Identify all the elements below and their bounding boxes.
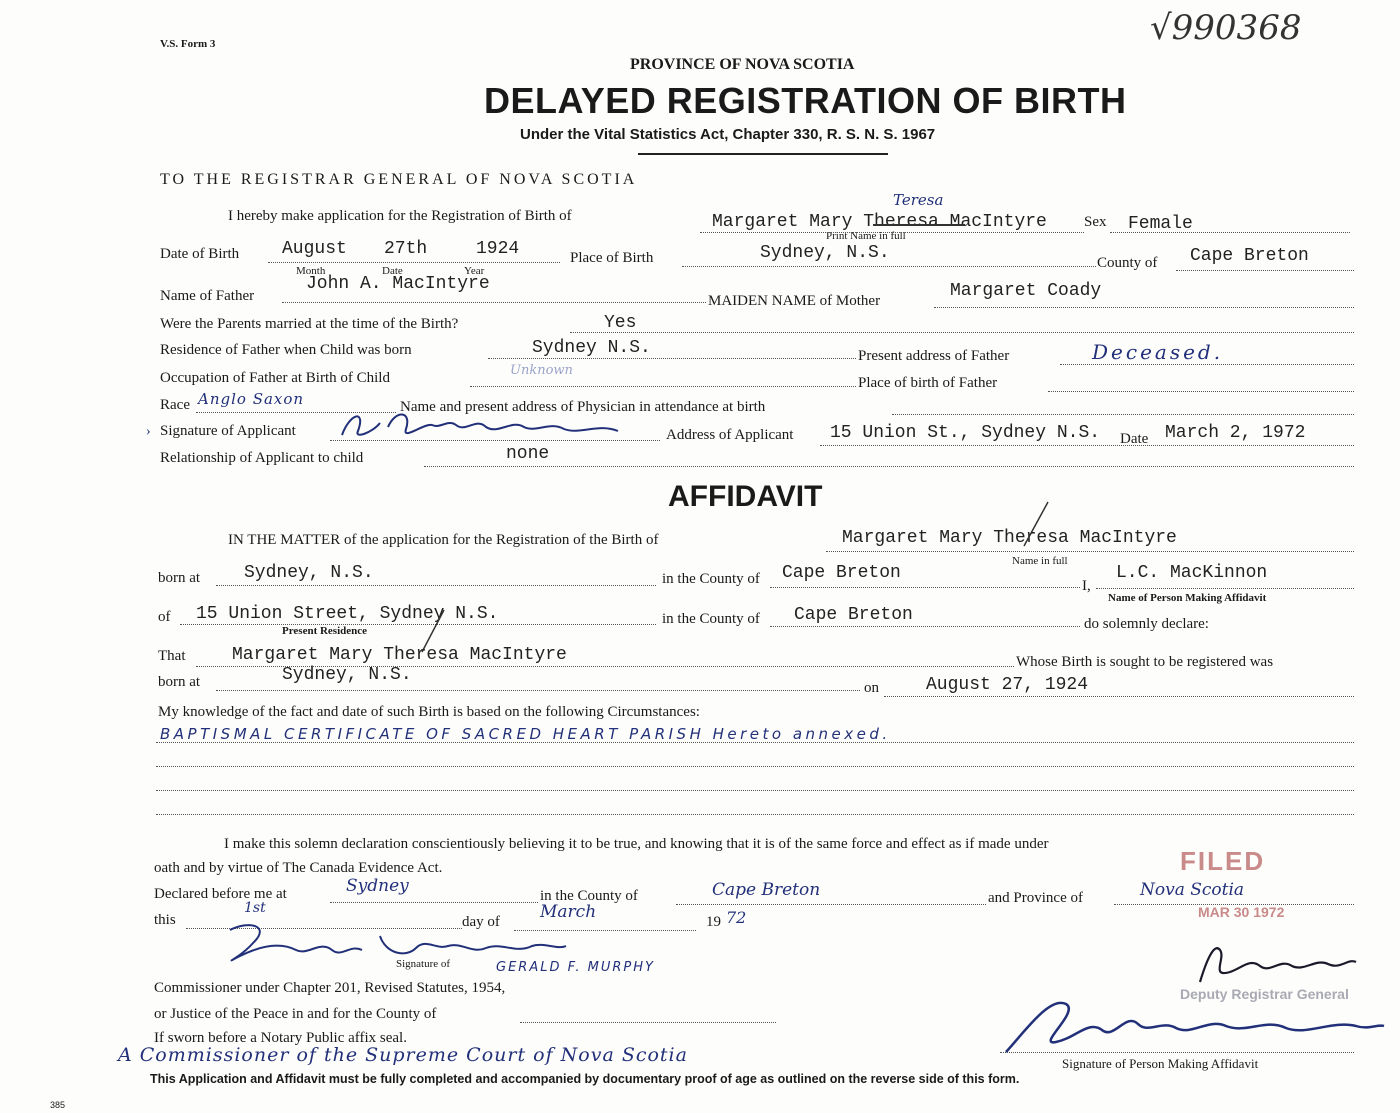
affidavit-heading: AFFIDAVIT xyxy=(668,480,823,513)
solemn-declaration-1: I make this solemn declaration conscientiously believing it to be true, and knowing that it is of the same force and effect as if made under xyxy=(224,836,1049,852)
born-at-label-2: born at xyxy=(158,674,201,690)
page-title: DELAYED REGISTRATION OF BIRTH xyxy=(484,80,1127,121)
dotted-line xyxy=(156,790,1354,791)
day-value: 1st xyxy=(244,900,266,916)
child-name: Margaret Mary Theresa MacIntyre xyxy=(712,212,1047,232)
solemn-declaration-2: oath and by virtue of The Canada Evidence Act. xyxy=(154,860,443,876)
on-label: on xyxy=(864,680,879,696)
declared-label: Declared before me at xyxy=(154,886,287,902)
place-label: Place of Birth xyxy=(570,250,654,266)
month-label: Month xyxy=(296,265,326,277)
dotted-line xyxy=(156,742,1354,743)
year-value: 72 xyxy=(726,908,747,927)
year-prefix: 19 xyxy=(706,914,721,930)
title-rule xyxy=(638,153,888,155)
sex-label: Sex xyxy=(1084,214,1107,230)
dotted-line xyxy=(820,445,1354,446)
dotted-line xyxy=(892,414,1354,415)
dotted-line xyxy=(216,585,656,586)
dotted-line xyxy=(770,626,1080,627)
matter-label: IN THE MATTER of the application for the Registration of the Birth of xyxy=(228,532,659,548)
dotted-line xyxy=(1096,588,1354,589)
circumstances-value: BAPTISMAL CERTIFICATE OF SACRED HEART PARISH Hereto annexed. xyxy=(160,725,891,743)
strikethrough xyxy=(873,224,965,226)
dotted-line xyxy=(330,902,538,903)
that-name: Margaret Mary Theresa MacIntyre xyxy=(232,645,567,665)
present-residence-label: Present Residence xyxy=(282,625,368,637)
person-signature-label: Signature of Person Making Affidavit xyxy=(1062,1056,1259,1071)
place-value: Sydney, N.S. xyxy=(760,243,890,263)
province-heading: PROVINCE OF NOVA SCOTIA xyxy=(630,56,855,73)
residence-label: Residence of Father when Child was born xyxy=(160,342,412,358)
occupation-value: Unknown xyxy=(510,363,573,378)
father-value: John A. MacIntyre xyxy=(306,274,490,294)
dob-month: August xyxy=(282,239,347,259)
deponent-residence: 15 Union Street, Sydney N.S. xyxy=(196,604,499,624)
declared-county-value: Cape Breton xyxy=(712,880,821,900)
name-in-full-label: Name in full xyxy=(1012,555,1068,567)
dotted-line xyxy=(1060,364,1354,365)
filed-date: MAR 30 1972 xyxy=(1198,904,1285,920)
dotted-line xyxy=(770,587,1080,588)
applicant-address-value: 15 Union St., Sydney N.S. xyxy=(830,423,1101,443)
form-code: 385 xyxy=(50,1100,66,1110)
form-id: V.S. Form 3 xyxy=(160,38,216,50)
addressee: TO THE REGISTRAR GENERAL OF NOVA SCOTIA xyxy=(160,171,638,188)
race-value: Anglo Saxon xyxy=(198,390,305,408)
residence-value: Sydney N.S. xyxy=(532,338,651,358)
justice-line: or Justice of the Peace in and for the County of xyxy=(154,1006,437,1022)
born-at-label: born at xyxy=(158,570,201,586)
mother-value: Margaret Coady xyxy=(950,281,1102,301)
declared-province-value: Nova Scotia xyxy=(1140,880,1245,900)
sex-value: Female xyxy=(1128,214,1193,234)
date-applicant-value: March 2, 1972 xyxy=(1165,423,1306,443)
dotted-line xyxy=(934,307,1354,308)
notary-line: If sworn before a Notary Public affix seal. xyxy=(154,1030,407,1046)
knowledge-label: My knowledge of the fact and date of such Birth is based on the following Circumstances: xyxy=(158,704,700,720)
dotted-line xyxy=(520,1022,776,1023)
declare-label: do solemnly declare: xyxy=(1084,616,1209,632)
filed-stamp: FILED xyxy=(1180,846,1266,876)
month-value: March xyxy=(540,902,597,922)
signature-of-label: Signature of xyxy=(396,958,451,970)
dotted-line xyxy=(424,466,1354,467)
dotted-line xyxy=(826,551,1354,552)
dotted-line xyxy=(1176,270,1354,271)
declared-at-value: Sydney xyxy=(346,876,409,896)
applicant-address-label: Address of Applicant xyxy=(666,427,794,443)
dotted-line xyxy=(216,690,860,691)
county-label-3: in the County of xyxy=(540,888,638,904)
of-label: of xyxy=(158,609,171,625)
this-label: this xyxy=(154,912,176,928)
day-of-label: day of xyxy=(462,914,500,930)
print-name-label: Print Name in full xyxy=(826,230,906,242)
document-number: √990368 xyxy=(1150,8,1302,48)
affidavit-child-name: Margaret Mary Theresa MacIntyre xyxy=(842,528,1177,548)
physician-label: Name and present address of Physician in attendance at birth xyxy=(400,399,766,415)
relationship-label: Relationship of Applicant to child xyxy=(160,450,364,466)
dotted-line xyxy=(1048,391,1354,392)
province-label: and Province of xyxy=(988,890,1083,906)
race-label: Race xyxy=(160,397,190,413)
dob-label: Date of Birth xyxy=(160,246,240,262)
affidavit-county-value-2: Cape Breton xyxy=(794,605,913,625)
occupation-label: Occupation of Father at Birth of Child xyxy=(160,370,390,386)
affidavit-county-value: Cape Breton xyxy=(782,563,901,583)
born-at-value: Sydney, N.S. xyxy=(244,563,374,583)
relationship-value: none xyxy=(506,444,550,464)
dob-year: 1924 xyxy=(476,239,520,259)
application-intro: I hereby make application for the Registration of Birth of xyxy=(228,208,572,224)
married-label: Were the Parents married at the time of the Birth? xyxy=(160,316,459,332)
on-date: August 27, 1924 xyxy=(926,675,1089,695)
registrar-signature xyxy=(1180,932,1360,992)
county-value: Cape Breton xyxy=(1190,246,1309,266)
margin-mark: › xyxy=(146,424,151,439)
dotted-line xyxy=(330,440,660,441)
birthplace-father-label: Place of birth of Father xyxy=(858,375,998,391)
signature-label: Signature of Applicant xyxy=(160,423,296,439)
county-label: in the County of xyxy=(662,571,760,587)
i-label: I, xyxy=(1082,578,1091,594)
present-address-value: Deceased. xyxy=(1092,340,1224,364)
footer-note: This Application and Affidavit must be fully completed and accompanied by documentary proof of age as outlined on the reverse side of this form. xyxy=(150,1072,1020,1086)
dotted-line xyxy=(1110,232,1350,233)
dotted-line xyxy=(156,814,1354,815)
dotted-line xyxy=(682,266,1096,267)
dob-day: 27th xyxy=(384,239,428,259)
commissioner-line: Commissioner under Chapter 201, Revised Statutes, 1954, xyxy=(154,980,506,996)
father-label: Name of Father xyxy=(160,288,255,304)
year-label: Year xyxy=(464,265,485,277)
dotted-line xyxy=(156,766,1354,767)
deponent-label: Name of Person Making Affidavit xyxy=(1108,592,1267,604)
check-mark xyxy=(1018,500,1058,550)
dotted-line xyxy=(1000,1052,1354,1053)
county-label: County of xyxy=(1097,255,1158,271)
date-label: Date xyxy=(382,265,403,277)
deponent-signature xyxy=(996,990,1386,1060)
dotted-line xyxy=(470,386,856,387)
deponent-name: L.C. MacKinnon xyxy=(1116,563,1268,583)
whose-birth-label: Whose Birth is sought to be registered was xyxy=(1016,654,1274,670)
commission-note: A Commissioner of the Supreme Court of Nova Scotia xyxy=(118,1044,688,1066)
mother-label: MAIDEN NAME of Mother xyxy=(708,293,881,309)
that-label: That xyxy=(158,648,186,664)
present-address-label: Present address of Father xyxy=(858,348,1010,364)
born-at-value-2: Sydney, N.S. xyxy=(282,665,412,685)
dotted-line xyxy=(884,696,1354,697)
page-subtitle: Under the Vital Statistics Act, Chapter 330, R. S. N. S. 1967 xyxy=(520,126,936,143)
dotted-line xyxy=(700,232,1084,233)
dotted-line xyxy=(676,904,986,905)
dotted-line xyxy=(282,302,706,303)
dotted-line xyxy=(570,332,1354,333)
applicant-signature xyxy=(336,405,626,445)
married-value: Yes xyxy=(604,313,637,333)
dotted-line xyxy=(268,262,560,263)
date-applicant-label: Date xyxy=(1120,431,1149,447)
registrar-office: Deputy Registrar General xyxy=(1180,986,1349,1002)
name-correction: Teresa xyxy=(893,191,944,209)
dotted-line xyxy=(488,358,856,359)
county-label-2: in the County of xyxy=(662,611,760,627)
commissioner-name: GERALD F. MURPHY xyxy=(496,960,655,975)
